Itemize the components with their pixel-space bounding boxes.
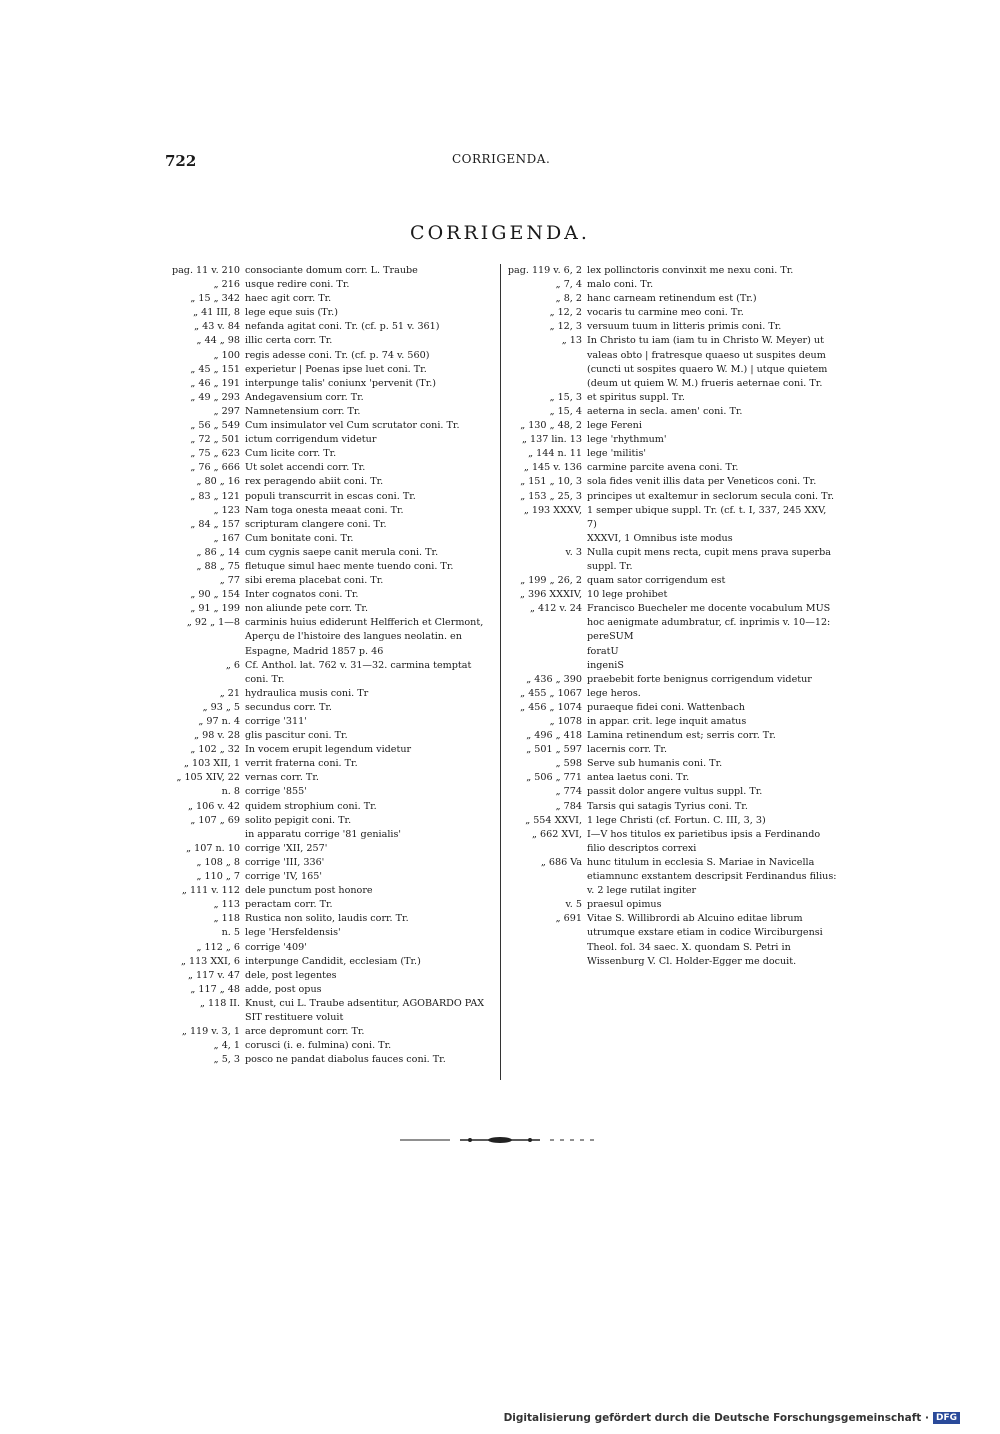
entry-reference: „ 112 „ 6 xyxy=(196,941,240,953)
entry-text: Rustica non solito, laudis corr. Tr. xyxy=(245,913,409,925)
corrigendum-entry xyxy=(507,419,839,433)
decorative-flourish xyxy=(400,1134,600,1146)
corrigendum-entry xyxy=(165,546,497,560)
left-column xyxy=(165,264,497,1067)
entry-text: sola fides venit illis data per Veneticos coni. Tr. xyxy=(587,476,817,488)
entry-reference: „ 83 „ 121 xyxy=(190,490,240,502)
entry-text: 1 semper ubique suppl. Tr. (cf. t. I, 337, 245 XXV, 7) xyxy=(587,504,827,530)
entry-text: 1 lege Christi (cf. Fortun. C. III, 3, 3) xyxy=(587,814,766,826)
entry-text: corrige 'III, 336' xyxy=(245,856,325,868)
entry-text: corrige '409' xyxy=(245,941,307,953)
entry-text: populi transcurrit in escas coni. Tr. xyxy=(245,490,416,502)
corrigendum-entry xyxy=(165,814,497,828)
corrigendum-entry xyxy=(165,870,497,884)
entry-text: aeterna in secla. amen' coni. Tr. xyxy=(587,405,743,417)
entry-reference: „ 691 xyxy=(555,913,582,925)
corrigendum-entry xyxy=(165,490,497,504)
entry-reference: „ 598 xyxy=(555,758,582,770)
entry-text: Nulla cupit mens recta, cupit mens prava superba suppl. Tr. xyxy=(587,546,831,572)
entry-text: illic certa corr. Tr. xyxy=(245,335,333,347)
corrigendum-entry xyxy=(165,391,497,405)
entry-reference: „ 93 „ 5 xyxy=(202,701,240,713)
entry-text: antea laetus coni. Tr. xyxy=(587,772,690,784)
entry-text: Cum licite corr. Tr. xyxy=(245,448,337,460)
entry-reference: „ 44 „ 98 xyxy=(196,335,240,347)
entry-reference: „ 88 „ 75 xyxy=(196,560,240,572)
entry-reference: „ 15, 4 xyxy=(549,405,582,417)
entry-reference: „ 456 „ 1074 xyxy=(520,701,582,713)
corrigendum-entry xyxy=(507,856,839,898)
entry-text: in appar. crit. lege inquit amatus xyxy=(587,716,747,727)
entry-reference: „ 496 „ 418 xyxy=(526,730,582,742)
entry-reference: „ 455 „ 1067 xyxy=(520,687,582,699)
entry-reference: pag. 119 v. 6, 2 xyxy=(507,265,582,276)
corrigendum-entry xyxy=(507,334,839,390)
entry-reference: „ 554 XXVI, xyxy=(525,814,582,826)
entry-text: In vocem erupit legendum videtur xyxy=(245,744,412,756)
entry-reference: „ 111 v. 112 xyxy=(181,885,240,897)
corrigendum-entry xyxy=(165,602,497,616)
entry-reference: „ 216 xyxy=(213,279,240,291)
corrigendum-entry xyxy=(165,842,497,856)
entry-text: lacernis corr. Tr. xyxy=(587,744,667,756)
entry-reference: „ 119 v. 3, 1 xyxy=(181,1026,240,1038)
entry-text: lege eque suis (Tr.) xyxy=(245,307,338,319)
entry-reference: „ 21 xyxy=(219,687,240,699)
entry-reference: „ 412 v. 24 xyxy=(530,603,582,615)
entry-reference: „ 774 xyxy=(555,786,582,798)
corrigendum-entry xyxy=(165,1053,497,1067)
entry-reference xyxy=(165,828,245,842)
entry-reference: „ 76 „ 666 xyxy=(190,462,240,474)
entry-reference: „ 77 xyxy=(219,575,240,587)
entry-text: lege heros. xyxy=(587,687,641,699)
entry-reference: „ 4, 1 xyxy=(213,1040,240,1052)
entry-reference: „ 137 lin. 13 xyxy=(521,434,582,446)
entry-text: lege 'rhythmum' xyxy=(587,434,667,446)
entry-reference: „ 103 XII, 1 xyxy=(184,758,240,770)
entry-text: haec agit corr. Tr. xyxy=(245,293,332,305)
entry-text: lege Fereni xyxy=(587,420,642,432)
entry-text: Cf. Anthol. lat. 762 v. 31—32. carmina temptat coni. Tr. xyxy=(245,659,472,685)
corrigendum-entry xyxy=(507,757,839,771)
corrigendum-entry xyxy=(165,518,497,532)
entry-reference: „ 102 „ 32 xyxy=(190,744,240,756)
corrigendum-entry xyxy=(165,1025,497,1039)
corrigendum-entry xyxy=(507,391,839,405)
entry-reference: „ 8, 2 xyxy=(555,293,582,305)
entry-reference: „ 118 II. xyxy=(199,997,240,1009)
entry-text: peractam corr. Tr. xyxy=(245,899,333,911)
entry-text: fletuque simul haec mente tuendo coni. Tr. xyxy=(245,560,454,572)
corrigendum-entry xyxy=(507,701,839,715)
entry-text: adde, post opus xyxy=(245,983,322,995)
entry-reference: „ 84 „ 157 xyxy=(190,518,240,530)
entry-text: hunc titulum in ecclesia S. Mariae in Navicella etiamnunc exstantem descripsit Ferdinandus filius: v. 2 lege rutilat ingiter xyxy=(587,856,837,897)
entry-reference: „ 1078 xyxy=(549,716,582,727)
entry-reference: „ 199 „ 26, 2 xyxy=(520,575,582,587)
entry-text: Ut solet accendi corr. Tr. xyxy=(245,462,366,474)
corrigendum-entry xyxy=(165,419,497,433)
corrigendum-entry xyxy=(165,405,497,419)
corrigendum-entry xyxy=(165,447,497,461)
corrigendum-entry xyxy=(165,729,497,743)
entry-reference xyxy=(507,645,587,659)
entry-reference xyxy=(507,659,587,673)
entry-text: versuum tuum in litteris primis coni. Tr. xyxy=(587,321,782,333)
entry-text: Tarsis qui satagis Tyrius coni. Tr. xyxy=(587,800,748,812)
entry-reference: „ 662 XVI, xyxy=(532,828,582,840)
entry-text: vernas corr. Tr. xyxy=(245,772,319,784)
corrigendum-entry xyxy=(165,743,497,757)
entry-reference: „ 13 xyxy=(561,335,582,347)
entry-text: posco ne pandat diabolus fauces coni. Tr. xyxy=(245,1054,446,1066)
corrigendum-entry xyxy=(165,433,497,447)
entry-text: In Christo tu iam (iam tu in Christo W. Meyer) ut valeas obto | fratresque quaeso ut suspites deum (cuncti ut sospites quaero W. M.) | utque quietem (deum ut quiem W. M.) frueris aeternae coni. Tr. xyxy=(587,335,828,389)
entry-text: Knust, cui L. Traube adsentitur, AGOBARDO PAX SIT restituere voluit xyxy=(245,997,485,1023)
entry-reference: „ 123 xyxy=(213,504,240,516)
entry-text: dele, post legentes xyxy=(245,969,337,981)
entry-text: quidem strophium coni. Tr. xyxy=(245,800,377,812)
entry-reference: „ 92 „ 1—8 xyxy=(186,617,240,629)
entry-reference: „ 506 „ 771 xyxy=(526,772,582,784)
entry-text: sibi erema placebat coni. Tr. xyxy=(245,575,384,587)
corrigendum-entry xyxy=(165,687,497,701)
entry-reference: „ 113 XXI, 6 xyxy=(180,955,240,967)
corrigendum-entry xyxy=(165,912,497,926)
entry-text: glis pascitur coni. Tr. xyxy=(245,730,348,742)
entry-reference: „ 686 Va xyxy=(540,856,582,868)
corrigendum-entry xyxy=(507,504,839,532)
entry-text: I—V hos titulos ex parietibus ipsis a Ferdinando filio descriptos correxi xyxy=(587,828,821,854)
corrigendum-entry xyxy=(507,264,839,278)
entry-reference: „ 12, 3 xyxy=(549,321,582,333)
entry-text: Vitae S. Willibrordi ab Alcuino editae librum utrumque exstare etiam in codice Wirciburgensi Theol. fol. 34 saec. X. quondam S. Petri in Wissenburg V. Cl. Holder-Egger me docuit. xyxy=(587,913,823,967)
entry-text: corusci (i. e. fulmina) coni. Tr. xyxy=(245,1040,392,1052)
entry-text: praebebit forte benignus corrigendum videtur xyxy=(587,673,812,685)
corrigendum-entry xyxy=(165,983,497,997)
corrigendum-entry xyxy=(165,560,497,574)
dfg-logo: DFG xyxy=(933,1412,960,1424)
entry-reference: „ 72 „ 501 xyxy=(190,434,240,446)
entry-reference xyxy=(507,532,587,546)
entry-text: XXXVI, 1 Omnibus iste modus xyxy=(587,532,733,544)
entry-reference: „ 784 xyxy=(555,800,582,812)
entry-text: lege 'Hersfeldensis' xyxy=(245,927,341,939)
corrigendum-entry xyxy=(507,729,839,743)
corrigendum-entry xyxy=(165,771,497,785)
entry-text: experietur | Poenas ipse luet coni. Tr. xyxy=(245,363,427,375)
corrigendum-entry xyxy=(507,771,839,785)
corrigendum-entry xyxy=(507,490,839,504)
page-title: CORRIGENDA. xyxy=(410,222,590,244)
corrigendum-entry xyxy=(165,969,497,983)
entry-reference: „ 105 XIV, 22 xyxy=(176,772,240,784)
corrigendum-entry xyxy=(165,941,497,955)
entry-reference: „ 100 xyxy=(213,349,240,361)
entry-reference: „ 56 „ 549 xyxy=(190,420,240,432)
corrigendum-entry xyxy=(507,828,839,856)
corrigendum-entry xyxy=(165,574,497,588)
corrigendum-entry xyxy=(165,884,497,898)
entry-reference: v. 5 xyxy=(565,899,582,911)
corrigendum-entry xyxy=(165,504,497,518)
corrigendum-entry xyxy=(507,687,839,701)
right-column xyxy=(507,264,839,969)
entry-reference: „ 86 „ 14 xyxy=(196,546,240,558)
entry-text: Namnetensium corr. Tr. xyxy=(245,405,361,417)
entry-text: hanc carneam retinendum est (Tr.) xyxy=(587,293,757,305)
entry-text: non aliunde pete corr. Tr. xyxy=(245,603,369,615)
entry-reference: „ 436 „ 390 xyxy=(526,673,582,685)
corrigendum-entry xyxy=(507,306,839,320)
corrigendum-entry xyxy=(165,1039,497,1053)
corrigendum-entry xyxy=(165,926,497,940)
entry-text: Lamina retinendum est; serris corr. Tr. xyxy=(587,730,776,742)
entry-text: vocaris tu carmine meo coni. Tr. xyxy=(587,307,744,319)
entry-text: rex peragendo abiit coni. Tr. xyxy=(245,476,384,488)
column-divider xyxy=(500,264,501,1080)
corrigendum-entry xyxy=(165,757,497,771)
entry-reference: „ 106 v. 42 xyxy=(188,800,240,812)
entry-text: quam sator corrigendum est xyxy=(587,575,726,587)
entry-text: nefanda agitat coni. Tr. (cf. p. 51 v. 361) xyxy=(245,321,440,333)
entry-text: malo coni. Tr. xyxy=(587,279,654,291)
entry-text: interpunge talis' coniunx 'pervenit (Tr.) xyxy=(245,377,437,389)
entry-text: Francisco Buecheler me docente vocabulum MUS hoc aenigmate adumbratur, cf. inprimis v. 10—12: xyxy=(587,603,831,629)
entry-reference: „ 297 xyxy=(213,405,240,417)
entry-reference: „ 153 „ 25, 3 xyxy=(520,490,582,502)
corrigendum-entry xyxy=(165,278,497,292)
entry-text: Cum insimulator vel Cum scrutator coni. Tr. xyxy=(245,420,460,432)
entry-reference: „ 6 xyxy=(225,659,240,671)
entry-reference: „ 43 v. 84 xyxy=(194,321,240,333)
entry-text: principes ut exaltemur in seclorum secula coni. Tr. xyxy=(587,490,835,502)
entry-reference: „ 117 v. 47 xyxy=(188,969,240,981)
entry-reference: „ 7, 4 xyxy=(555,279,582,291)
entry-reference: „ 501 „ 597 xyxy=(526,744,582,756)
entry-text: 10 lege prohibet xyxy=(587,589,668,601)
corrigendum-entry xyxy=(165,461,497,475)
corrigendum-entry xyxy=(165,997,497,1025)
corrigendum-entry xyxy=(165,715,497,729)
entry-text: Nam toga onesta meaat coni. Tr. xyxy=(245,504,404,516)
entry-text: lege 'militis' xyxy=(587,448,647,460)
corrigendum-entry xyxy=(507,433,839,447)
corrigendum-entry xyxy=(165,616,497,658)
corrigendum-entry xyxy=(165,785,497,799)
entry-text: arce depromunt corr. Tr. xyxy=(245,1026,365,1038)
entry-text: solito pepigit coni. Tr. xyxy=(245,814,352,826)
entry-text: dele punctum post honore xyxy=(245,885,373,897)
entry-reference: „ 145 v. 136 xyxy=(523,462,582,474)
corrigendum-entry xyxy=(165,306,497,320)
entry-reference: „ 5, 3 xyxy=(213,1054,240,1066)
corrigendum-entry xyxy=(507,278,839,292)
running-head: CORRIGENDA. xyxy=(452,152,551,166)
entry-text: secundus corr. Tr. xyxy=(245,701,332,713)
corrigendum-entry xyxy=(507,785,839,799)
corrigendum-entry xyxy=(165,955,497,969)
entry-text: scripturam clangere coni. Tr. xyxy=(245,518,387,530)
entry-text: verrit fraterna coni. Tr. xyxy=(245,758,358,770)
entry-reference: „ 91 „ 199 xyxy=(190,603,240,615)
entry-text: interpunge Candidit, ecclesiam (Tr.) xyxy=(245,955,421,967)
entry-text: in apparatu corrige '81 genialis' xyxy=(245,828,402,840)
corrigendum-entry xyxy=(165,377,497,391)
corrigendum-entry xyxy=(507,546,839,574)
entry-reference: „ 151 „ 10, 3 xyxy=(520,476,582,488)
entry-text: corrige '311' xyxy=(245,716,307,727)
entry-text: regis adesse coni. Tr. (cf. p. 74 v. 560) xyxy=(245,349,430,361)
corrigendum-entry xyxy=(507,602,839,630)
corrigendum-entry xyxy=(165,349,497,363)
footer-text: Digitalisierung gefördert durch die Deutsche Forschungsgemeinschaft · xyxy=(503,1412,929,1424)
entry-reference: „ 107 n. 10 xyxy=(186,842,240,854)
entry-text: Inter cognatos coni. Tr. xyxy=(245,589,359,601)
entry-text: ingeniS xyxy=(587,659,624,671)
entry-text: praesul opimus xyxy=(587,899,662,911)
entry-reference: v. 3 xyxy=(565,546,582,558)
entry-text: Cum bonitate coni. Tr. xyxy=(245,532,354,544)
entry-text: cum cygnis saepe canit merula coni. Tr. xyxy=(245,546,439,558)
entry-reference: „ 97 n. 4 xyxy=(198,716,240,727)
corrigendum-entry xyxy=(507,292,839,306)
corrigendum-entry xyxy=(165,588,497,602)
corrigendum-entry xyxy=(165,532,497,546)
entry-reference: „ 15, 3 xyxy=(549,391,582,403)
corrigendum-entry xyxy=(507,588,839,602)
corrigendum-entry xyxy=(165,701,497,715)
entry-reference xyxy=(507,630,587,644)
corrigendum-entry xyxy=(507,743,839,757)
corrigendum-entry xyxy=(507,405,839,419)
entry-text: Andegavensium corr. Tr. xyxy=(245,391,364,403)
corrigendum-entry xyxy=(507,630,839,644)
corrigendum-entry xyxy=(165,292,497,306)
corrigendum-entry xyxy=(507,673,839,687)
entry-reference: „ 90 „ 154 xyxy=(190,589,240,601)
corrigendum-entry xyxy=(507,574,839,588)
entry-text: carminis huius ediderunt Helfferich et Clermont, Aperçu de l'histoire des langues neolatin. en Espagne, Madrid 1857 p. 46 xyxy=(245,617,484,657)
corrigendum-entry xyxy=(165,856,497,870)
corrigendum-entry xyxy=(165,334,497,348)
corrigendum-entry xyxy=(507,532,839,546)
entry-text: lex pollinctoris convinxit me nexu coni. Tr. xyxy=(587,265,794,276)
entry-reference: „ 396 XXXIV, xyxy=(520,589,582,601)
entry-reference: „ 15 „ 342 xyxy=(190,293,240,305)
entry-text: passit dolor angere vultus suppl. Tr. xyxy=(587,786,763,798)
entry-reference: „ 49 „ 293 xyxy=(190,391,240,403)
corrigendum-entry xyxy=(165,800,497,814)
entry-reference: „ 130 „ 48, 2 xyxy=(520,420,582,432)
entry-reference: „ 80 „ 16 xyxy=(196,476,240,488)
entry-reference: „ 12, 2 xyxy=(549,307,582,319)
corrigendum-entry xyxy=(507,898,839,912)
entry-reference: pag. 11 v. 210 xyxy=(171,265,240,276)
corrigendum-entry xyxy=(165,475,497,489)
entry-reference: „ 113 xyxy=(213,899,240,911)
page-number: 722 xyxy=(165,152,197,170)
corrigendum-entry xyxy=(507,645,839,659)
corrigendum-entry xyxy=(165,659,497,687)
corrigendum-entry xyxy=(507,659,839,673)
entry-reference: „ 144 n. 11 xyxy=(528,448,582,460)
entry-reference: „ 118 xyxy=(213,913,240,925)
entry-text: corrige '855' xyxy=(245,786,307,798)
entry-text: et spiritus suppl. Tr. xyxy=(587,391,685,403)
corrigendum-entry xyxy=(507,912,839,968)
corrigendum-entry xyxy=(507,447,839,461)
entry-text: carmine parcite avena coni. Tr. xyxy=(587,462,739,474)
corrigendum-entry xyxy=(165,363,497,377)
entry-reference: „ 75 „ 623 xyxy=(190,448,240,460)
corrigendum-entry xyxy=(165,320,497,334)
entry-reference: „ 117 „ 48 xyxy=(190,983,240,995)
entry-reference: n. 5 xyxy=(221,927,240,939)
corrigendum-entry xyxy=(165,898,497,912)
entry-text: pereSUM xyxy=(587,631,634,643)
corrigendum-entry xyxy=(507,814,839,828)
entry-reference: „ 167 xyxy=(213,532,240,544)
entry-reference: „ 107 „ 69 xyxy=(190,814,240,826)
entry-text: foratU xyxy=(587,645,619,657)
entry-reference: „ 108 „ 8 xyxy=(196,856,240,868)
corrigendum-entry xyxy=(507,475,839,489)
entry-text: ictum corrigendum videtur xyxy=(245,434,377,446)
entry-text: corrige 'IV, 165' xyxy=(245,871,322,883)
entry-reference: „ 41 III, 8 xyxy=(193,307,240,319)
corrigendum-entry xyxy=(507,320,839,334)
entry-reference: „ 45 „ 151 xyxy=(190,363,240,375)
entry-reference: „ 110 „ 7 xyxy=(196,871,240,883)
entry-text: corrige 'XII, 257' xyxy=(245,842,328,854)
corrigendum-entry xyxy=(165,828,497,842)
entry-text: consociante domum corr. L. Traube xyxy=(245,265,418,276)
entry-reference: „ 98 v. 28 xyxy=(194,730,240,742)
entry-reference: „ 193 XXXV, xyxy=(523,504,582,516)
corrigendum-entry xyxy=(507,461,839,475)
footer xyxy=(504,1412,960,1424)
entry-reference: n. 8 xyxy=(221,786,240,798)
entry-text: Serve sub humanis coni. Tr. xyxy=(587,758,723,770)
entry-text: puraeque fidei coni. Wattenbach xyxy=(587,701,745,713)
corrigendum-entry xyxy=(507,800,839,814)
corrigendum-entry xyxy=(165,264,497,278)
entry-reference: „ 46 „ 191 xyxy=(190,377,240,389)
corrigendum-entry xyxy=(507,715,839,729)
entry-text: usque redire coni. Tr. xyxy=(245,279,350,291)
entry-text: hydraulica musis coni. Tr xyxy=(245,687,369,699)
